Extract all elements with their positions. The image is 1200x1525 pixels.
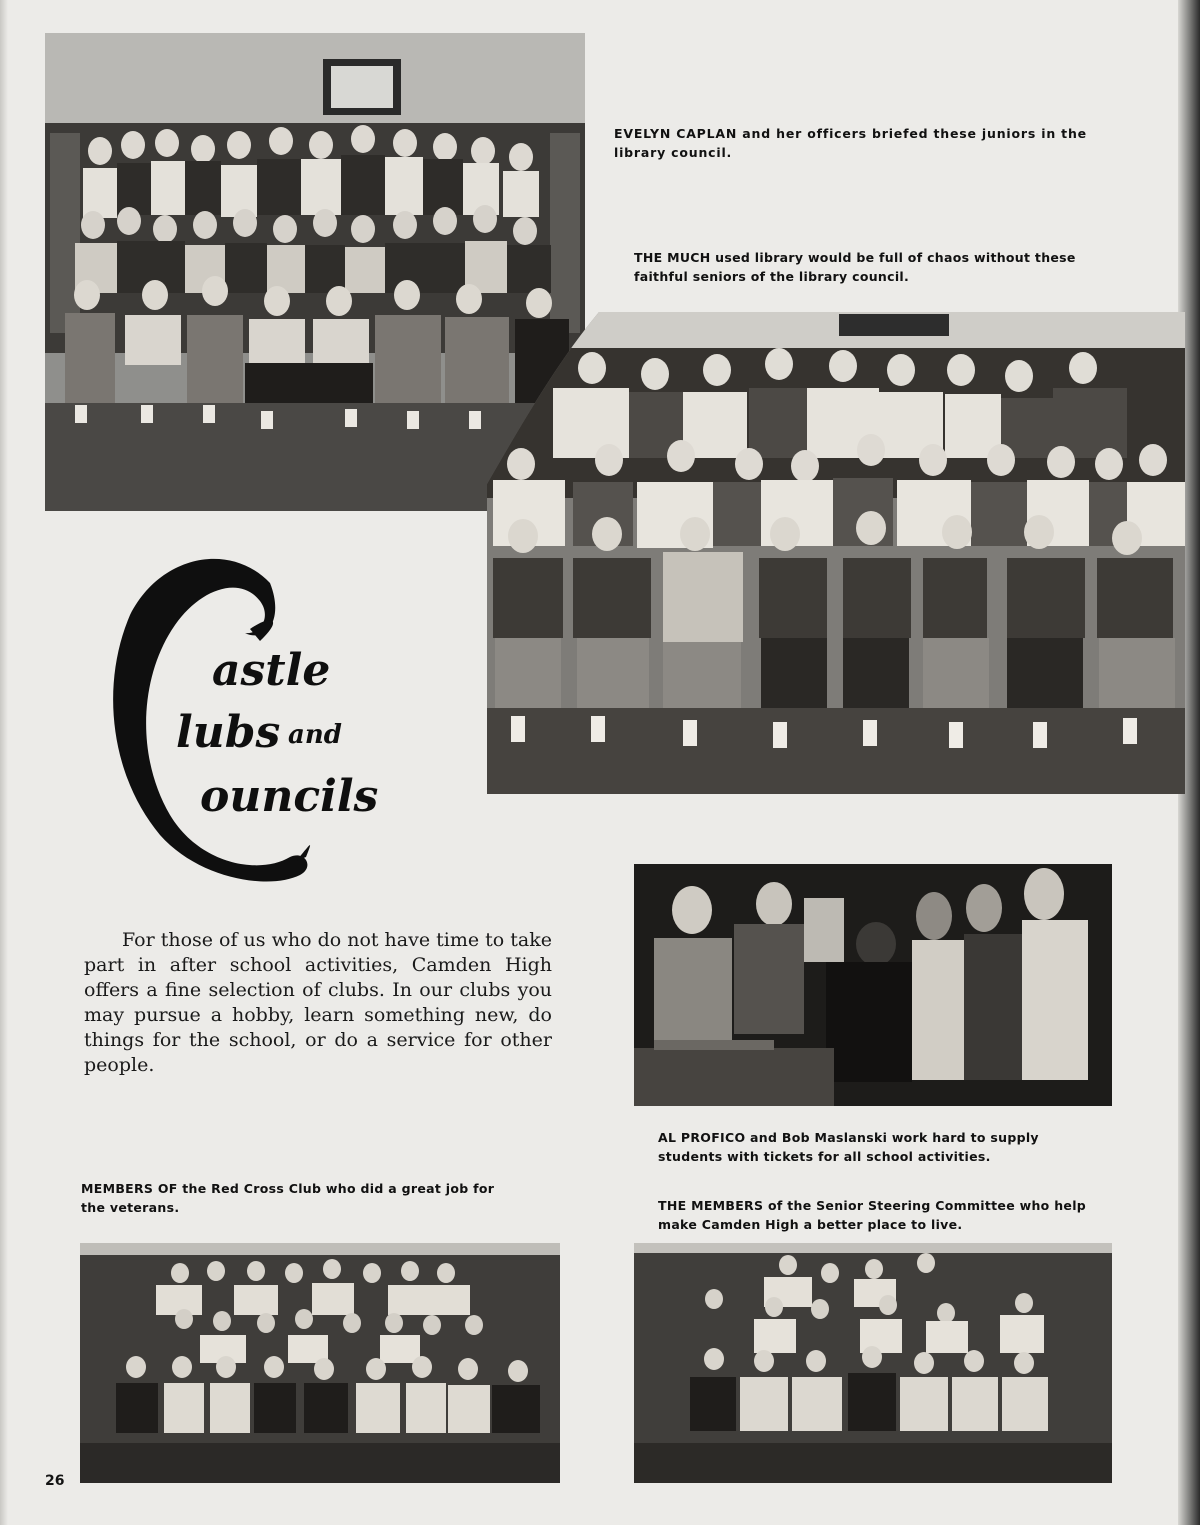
title-word-councils: ouncils — [200, 771, 379, 822]
caption-ticket-booth: AL PROFICO and Bob Maslanski work hard to supply students with tickets for all school activities. — [658, 1130, 1039, 1164]
caption-junior-library-council: EVELYN CAPLAN and her officers briefed these juniors in the library council. — [614, 126, 1087, 160]
photo-senior-library-council — [487, 312, 1185, 794]
title-word-castle: astle — [212, 645, 331, 696]
title-word-clubs: lubs — [176, 707, 281, 758]
title-word-and: and — [288, 720, 342, 750]
section-title — [100, 545, 380, 905]
caption-senior-library-council: THE MUCH used library would be full of chaos without these faithful seniors of the library council. — [634, 250, 1076, 284]
group-photo-image — [80, 1243, 560, 1483]
photo-ticket-booth — [634, 864, 1112, 1106]
group-photo-image — [634, 1243, 1112, 1483]
page-left-edge — [0, 0, 8, 1525]
group-photo-image — [487, 312, 1185, 794]
caption-red-cross-club: MEMBERS OF the Red Cross Club who did a great job for the veterans. — [81, 1181, 495, 1215]
page-number: 26 — [45, 1473, 65, 1489]
caption-senior-steering-committee: THE MEMBERS of the Senior Steering Committee who help make Camden High a better place to live. — [658, 1198, 1087, 1232]
photo-senior-steering-committee — [634, 1243, 1112, 1483]
intro-paragraph: For those of us who do not have time to take part in after school activities, Camden High offers a fine selection of clubs. In our clubs you may pursue a hobby, learn something new, do things for the school, or do a service for other people. — [84, 929, 552, 1076]
photo-red-cross-club — [80, 1243, 560, 1483]
group-photo-image — [634, 864, 1112, 1106]
